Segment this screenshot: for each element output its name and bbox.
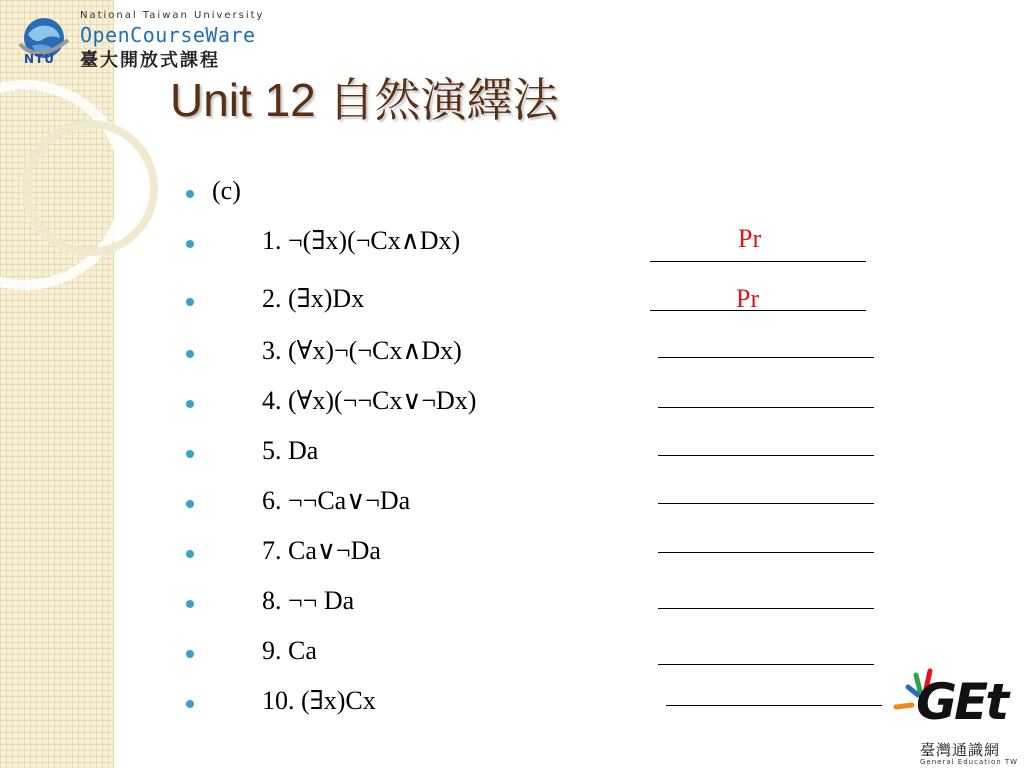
ntu-mark: NTU	[24, 52, 55, 66]
slide-title: Unit 12 自然演繹法	[170, 74, 559, 126]
justification-blank	[658, 552, 874, 553]
step-formula: 5. Da	[262, 436, 319, 465]
opencourseware-label: OpenCourseWare	[80, 23, 256, 47]
proof-step	[186, 436, 906, 472]
justification-blank	[658, 407, 874, 408]
justification-label: Pr	[736, 284, 760, 313]
justification-blank	[666, 705, 882, 706]
bullet-icon	[186, 240, 194, 248]
bullet-icon	[186, 450, 194, 458]
get-wordmark: GEt	[916, 673, 1007, 731]
proof-step	[186, 284, 906, 320]
step-formula: 4. (∀x)(¬¬Cx∨¬Dx)	[262, 386, 477, 415]
bullet-icon	[186, 700, 194, 708]
get-en-label: General Education TW	[920, 758, 1019, 766]
justification-blank	[658, 455, 874, 456]
step-formula: 1. ¬(∃x)(¬Cx∧Dx)	[262, 226, 461, 255]
proof-step	[186, 686, 906, 722]
justification-blank	[650, 261, 866, 262]
proof-step	[186, 586, 906, 622]
proof-step	[186, 226, 906, 262]
bullet-icon	[186, 650, 194, 658]
justification-blank	[658, 503, 874, 504]
bullet-icon	[186, 298, 194, 306]
bullet-icon	[186, 400, 194, 408]
university-name: National Taiwan University	[80, 10, 265, 21]
bullet-icon	[186, 600, 194, 608]
get-cn-label: 臺灣通識網	[920, 741, 1001, 759]
justification-blank	[658, 608, 874, 609]
bullet-icon	[186, 190, 194, 198]
justification-label: Pr	[738, 224, 762, 253]
proof-step	[186, 486, 906, 522]
part-label: (c)	[212, 176, 241, 205]
step-formula: 3. (∀x)¬(¬Cx∧Dx)	[262, 336, 462, 365]
step-formula: 8. ¬¬ Da	[262, 586, 355, 615]
bullet-icon	[186, 550, 194, 558]
bullet-icon	[186, 350, 194, 358]
step-formula: 9. Ca	[262, 636, 317, 665]
list-item	[186, 176, 906, 212]
get-logo	[890, 665, 1024, 768]
step-formula: 6. ¬¬Ca∨¬Da	[262, 486, 411, 515]
justification-blank	[658, 664, 874, 665]
proof-step	[186, 636, 906, 672]
step-formula: 2. (∃x)Dx	[262, 284, 365, 313]
university-cn-label: 臺大開放式課程	[80, 50, 220, 71]
proof-step	[186, 536, 906, 572]
bullet-icon	[186, 500, 194, 508]
justification-blank	[658, 357, 874, 358]
step-formula: 10. (∃x)Cx	[262, 686, 376, 715]
step-formula: 7. Ca∨¬Da	[262, 536, 381, 565]
